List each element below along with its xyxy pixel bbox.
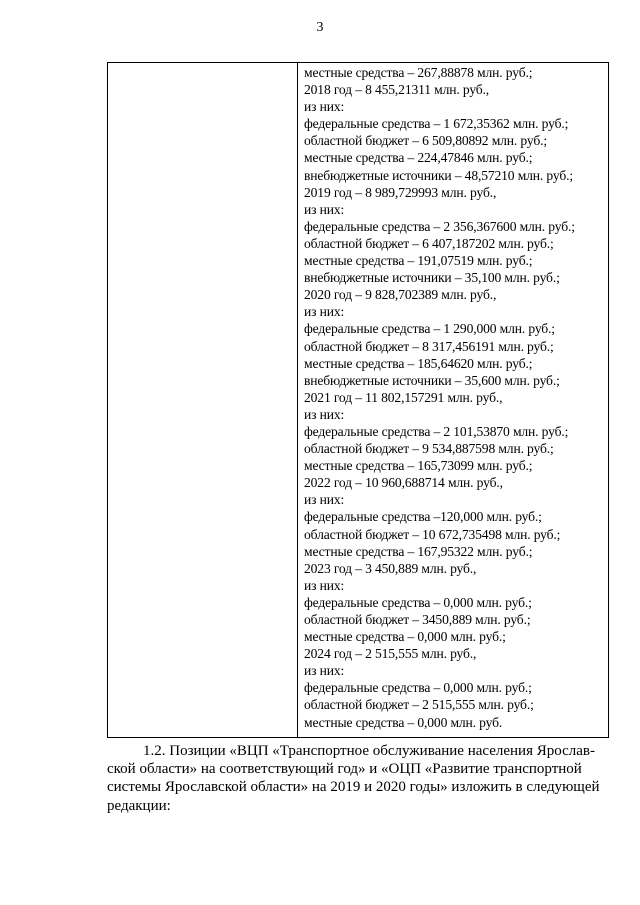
- table-left-cell: [108, 63, 298, 737]
- financing-line: 2019 год – 8 989,729993 млн. руб.,: [304, 184, 497, 200]
- paragraph-line: 1.2. Позиции «ВЦП «Транспортное обслуживание населения Ярослав-: [143, 743, 595, 759]
- financing-line: местные средства – 191,07519 млн. руб.;: [304, 253, 533, 269]
- financing-line: федеральные средства – 2 356,367600 млн. руб.;: [304, 218, 575, 234]
- financing-line: местные средства – 0,000 млн. руб.;: [304, 629, 506, 645]
- financing-line: областной бюджет – 3450,889 млн. руб.;: [304, 612, 531, 627]
- financing-line: федеральные средства – 1 290,000 млн. руб.;: [304, 321, 555, 337]
- financing-line: местные средства – 165,73099 млн. руб.;: [304, 458, 533, 474]
- financing-table: [107, 62, 609, 738]
- financing-line: 2020 год – 9 828,702389 млн. руб.,: [304, 287, 497, 303]
- financing-line: 2022 год – 10 960,688714 млн. руб.,: [304, 475, 503, 491]
- financing-line: из них:: [304, 304, 345, 320]
- paragraph-line: ской области» на соответствующий год» и «ОЦП «Развитие транспортной: [107, 761, 582, 778]
- financing-line: федеральные средства – 0,000 млн. руб.;: [304, 680, 532, 696]
- financing-line: из них:: [304, 99, 345, 115]
- amendment-paragraph: [107, 742, 609, 815]
- financing-line: федеральные средства –120,000 млн. руб.;: [304, 509, 542, 525]
- financing-line: из них:: [304, 201, 345, 217]
- financing-line: областной бюджет – 6 407,187202 млн. руб.;: [304, 235, 554, 251]
- financing-line: областной бюджет – 10 672,735498 млн. руб.;: [304, 526, 561, 542]
- financing-line: областной бюджет – 6 509,80892 млн. руб.;: [304, 133, 547, 149]
- page-number: 3: [316, 20, 324, 35]
- financing-line: внебюджетные источники – 35,100 млн. руб.;: [304, 270, 560, 286]
- paragraph-line: редакции:: [107, 797, 171, 814]
- financing-line: местные средства – 267,88878 млн. руб.;: [304, 65, 533, 80]
- financing-line: из них:: [304, 663, 345, 679]
- financing-line: 2023 год – 3 450,889 млн. руб.,: [304, 560, 477, 576]
- financing-line: федеральные средства – 0,000 млн. руб.;: [304, 594, 532, 610]
- financing-line: федеральные средства – 1 672,35362 млн. руб.;: [304, 116, 569, 132]
- financing-line: из них:: [304, 406, 345, 422]
- financing-line: из них:: [304, 577, 345, 593]
- financing-line: областной бюджет – 8 317,456191 млн. руб.;: [304, 338, 554, 354]
- table-right-cell: [304, 63, 606, 731]
- financing-line: внебюджетные источники – 48,57210 млн. руб.;: [304, 167, 573, 183]
- financing-line: 2021 год – 11 802,157291 млн. руб.,: [304, 389, 503, 405]
- financing-line: местные средства – 0,000 млн. руб.: [304, 714, 503, 730]
- financing-line: 2024 год – 2 515,555 млн. руб.,: [304, 646, 477, 662]
- financing-line: местные средства – 167,95322 млн. руб.;: [304, 543, 533, 559]
- financing-line: областной бюджет – 2 515,555 млн. руб.;: [304, 697, 534, 713]
- financing-line: федеральные средства – 2 101,53870 млн. руб.;: [304, 423, 569, 439]
- financing-line: внебюджетные источники – 35,600 млн. руб.;: [304, 372, 560, 388]
- financing-line: местные средства – 224,47846 млн. руб.;: [304, 150, 533, 166]
- financing-line: областной бюджет – 9 534,887598 млн. руб.;: [304, 441, 554, 457]
- paragraph-line: системы Ярославской области» на 2019 и 2020 годы» изложить в следующей: [107, 779, 600, 796]
- financing-line: из них:: [304, 492, 345, 508]
- financing-line: местные средства – 185,64620 млн. руб.;: [304, 355, 533, 371]
- financing-line: 2018 год – 8 455,21311 млн. руб.,: [304, 82, 490, 98]
